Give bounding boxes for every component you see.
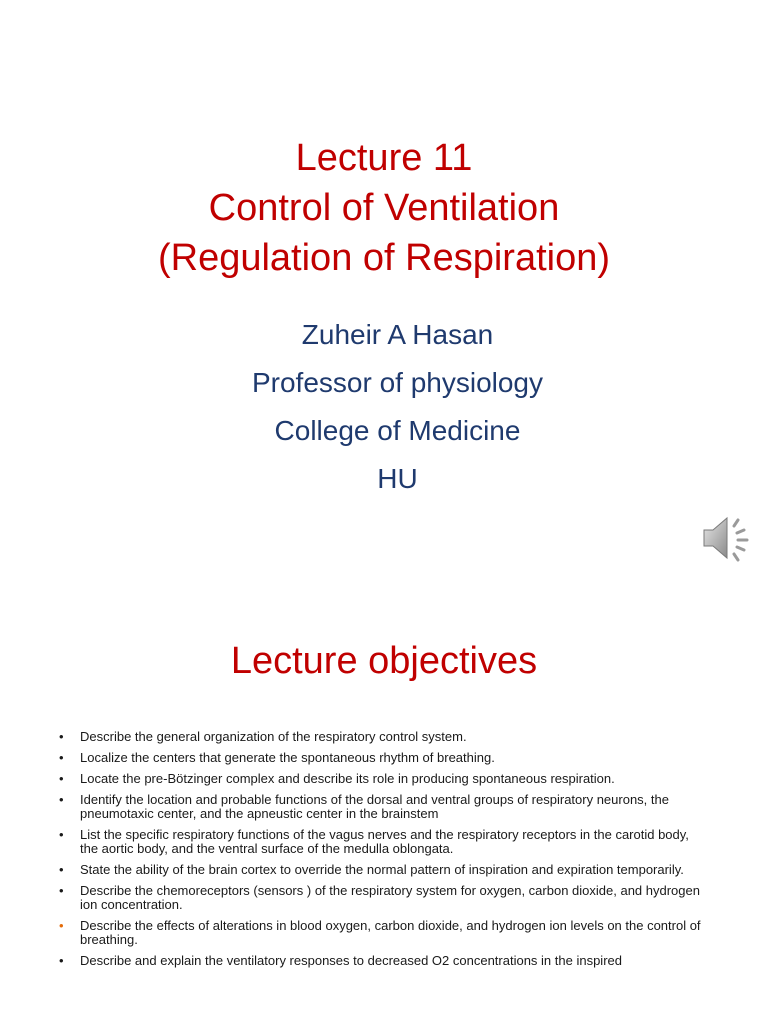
author-name: Zuheir A Hasan	[301, 319, 494, 350]
list-item: • Describe the effects of alterations in blood oxygen, carbon dioxide, and hydrogen ion levels on the control of breathing.	[59, 918, 701, 947]
list-item: • Locate the pre-Bötzinger complex and describe its role in producing spontaneous respiration.	[59, 771, 615, 786]
list-item: • List the specific respiratory functions of the vagus nerves and the respiratory receptors in the carotid body, the aortic body, and the ventral surface of the medulla oblongata.	[59, 827, 689, 856]
list-item: • Describe the general organization of the respiratory control system.	[59, 729, 467, 744]
bullet-icon: •	[59, 953, 64, 968]
lecture-subtitle: (Regulation of Respiration)	[157, 237, 610, 279]
bullet-icon: •	[59, 750, 64, 765]
list-item: • State the ability of the brain cortex to override the normal pattern of inspiration and expiration temporarily.	[59, 862, 684, 877]
bullet-icon: •	[59, 771, 64, 786]
author-university: HU	[377, 463, 418, 494]
objectives-slide	[0, 600, 768, 1024]
objectives-title: Lecture objectives	[230, 640, 538, 682]
list-item: • Localize the centers that generate the spontaneous rhythm of breathing.	[59, 750, 495, 765]
author-title: Professor of physiology	[251, 367, 544, 398]
bullet-icon: •	[59, 883, 64, 898]
bullet-icon: •	[59, 827, 64, 842]
lecture-title: Control of Ventilation	[208, 187, 560, 229]
bullet-icon: •	[59, 918, 64, 933]
lecture-number: Lecture 11	[295, 137, 473, 179]
bullet-icon: •	[59, 792, 64, 807]
bullet-icon: •	[59, 862, 64, 877]
list-item: • Describe and explain the ventilatory responses to decreased O2 concentrations in the inspired	[59, 953, 622, 968]
speaker-icon[interactable]	[700, 512, 756, 564]
list-item: • Identify the location and probable functions of the dorsal and ventral groups of respiratory neurons, the pneumotaxic center, and the apneustic center in the brainstem	[59, 792, 669, 821]
objectives-list	[56, 730, 706, 975]
list-item: • Describe the chemoreceptors (sensors ) of the respiratory system for oxygen, carbon dioxide, and hydrogen ion concentration.	[59, 883, 700, 912]
author-college: College of Medicine	[274, 415, 521, 446]
bullet-icon: •	[59, 729, 64, 744]
